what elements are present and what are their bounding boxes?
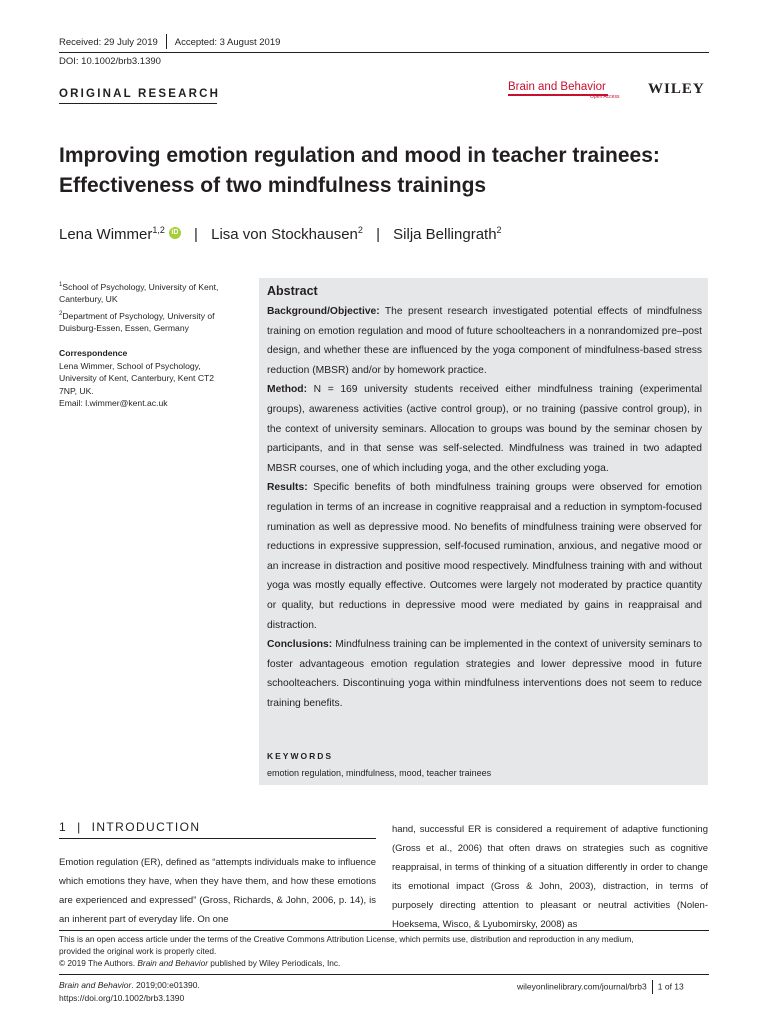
section-label: ORIGINAL RESEARCH xyxy=(59,88,221,100)
author-list xyxy=(59,225,502,243)
orcid-icon[interactable]: iD xyxy=(169,227,181,239)
divider xyxy=(166,34,167,49)
citation xyxy=(59,979,200,1004)
journal-url[interactable]: wileyonlinelibrary.com/journal/brb3 xyxy=(517,981,647,992)
correspondence-heading: Correspondence xyxy=(59,348,128,358)
abstract-section xyxy=(267,478,702,635)
author-affiliation: 2 xyxy=(357,225,363,235)
copyright-line xyxy=(59,957,709,969)
license-line: provided the original work is properly cited. xyxy=(59,946,217,956)
article-title xyxy=(59,141,719,201)
affiliation-text: Department of Psychology, University of xyxy=(62,310,215,321)
abstract-section xyxy=(267,302,702,380)
abstract-label: Background/Objective: xyxy=(267,306,380,317)
abstract-section xyxy=(267,635,702,713)
correspondence-line: 7NP, UK. xyxy=(59,385,94,396)
article-dates xyxy=(59,35,280,50)
section-rule xyxy=(59,838,376,839)
correspondence-email[interactable]: Email: l.wimmer@kent.ac.uk xyxy=(59,398,168,409)
abstract-label: Conclusions: xyxy=(267,639,333,651)
affiliation-text: Canterbury, UK xyxy=(59,294,118,305)
author-affiliation: 1,2 xyxy=(152,225,165,235)
author-name[interactable]: Silja Bellingrath xyxy=(393,226,497,243)
section-separator: | xyxy=(77,820,82,834)
abstract-text: The present research investigated potential effects of mindfulness training on emotion regulation and mood of future schoolteachers in a nonrandomized pre–post design, and whether these are influenced by the yoga component of mindfulness-based stress reduction (MBSR) and/or by homework practice. xyxy=(267,306,702,376)
abstract-label: Results: xyxy=(267,482,308,494)
section-rule xyxy=(59,103,217,104)
section-title: INTRODUCTION xyxy=(91,820,201,834)
license-line: This is an open access article under the terms of the Creative Commons Attribution License, which permits use, distribution and reproduction in any medium, xyxy=(59,934,634,944)
abstract-text: Specific benefits of both mindfulness training groups were observed for emotion regulation in terms of an increase in cognitive reappraisal and a reduction in symptom-focused rumination as well as depressive mood. No benefits of mindfulness training were observed for reductions in expressive suppression, self-focused rumination, anxious, and negative mood or an increase in distraction and positive mood respectively. Mindfulness training with and without yoga was mostly equally effective. Outcomes were largely not moderated by practice quantity or quality, but reductions in depressive mood were mediated by gains in reappraisal and distraction. xyxy=(267,482,702,631)
correspondence-line: University of Kent, Canterbury, Kent CT2 xyxy=(59,373,215,384)
license-notice xyxy=(59,933,709,969)
section-number: 1 xyxy=(59,820,68,834)
citation-journal: Brain and Behavior xyxy=(59,980,132,990)
correspondence xyxy=(59,347,239,410)
author-separator: | xyxy=(376,226,380,243)
page-number: 1 of 13 xyxy=(657,981,684,992)
title-line-2: Effectiveness of two mindfulness trainings xyxy=(59,174,487,197)
journal-url-block xyxy=(517,980,684,994)
citation-line xyxy=(59,979,200,992)
header-rule xyxy=(59,52,709,53)
copyright-text: published by Wiley Periodicals, Inc. xyxy=(207,958,341,968)
open-access-tag: Open Access xyxy=(590,94,620,100)
abstract-section xyxy=(267,380,702,478)
abstract-body xyxy=(267,302,702,713)
title-line-1: Improving emotion regulation and mood in teacher trainees: xyxy=(59,144,660,167)
footer-rule xyxy=(59,974,709,975)
abstract-label: Method: xyxy=(267,384,308,396)
abstract-text: N = 169 university students received either mindfulness training (experimental groups), awareness activities (active control group), or no training (passive control group), in the context of university seminars. Allocation to groups was bound by the seminar chosen by participants, and in that sense was self-selected. Mindfulness was trained in two adapted MBSR courses, one of which including yoga, and the other excluding yoga. xyxy=(267,384,702,474)
copyright-text: © 2019 The Authors. xyxy=(59,958,138,968)
footer-rule xyxy=(59,930,709,931)
affiliation xyxy=(59,279,239,306)
divider xyxy=(652,980,653,994)
section-heading xyxy=(59,820,200,834)
journal-logo[interactable] xyxy=(508,81,620,100)
doi[interactable]: DOI: 10.1002/brb3.1390 xyxy=(59,56,161,67)
affiliation-number: 1 xyxy=(59,282,63,288)
author-name[interactable]: Lisa von Stockhausen xyxy=(211,226,358,243)
received-date: Received: 29 July 2019 xyxy=(59,37,158,49)
affiliation xyxy=(59,308,239,335)
copyright-journal: Brain and Behavior xyxy=(137,958,208,968)
body-column-left: Emotion regulation (ER), defined as “attempts individuals make to influence which emotions they have, when they have them, and how these emotions are experienced and expressed” (Gross, Richards, & John, 2006, p. 14), is an inherent part of everyday life. On one xyxy=(59,857,376,925)
body-column-right: hand, successful ER is considered a requirement of adaptive functioning (Gross et al., 2006) that often draws on strategies such as cognitive reappraisal, in terms of thinking of a situation differently in order to change its emotional impact (Gross & John, 2003), distraction, in terms of purposely directing attention to pleasant or neutral activities (Nolen-Hoeksema, Wisco, & Lyubomirsky, 2008) as xyxy=(392,824,708,930)
citation-doi[interactable]: https://doi.org/10.1002/brb3.1390 xyxy=(59,992,185,1003)
author-name[interactable]: Lena Wimmer xyxy=(59,226,153,243)
publisher-logo[interactable]: WILEY xyxy=(648,81,705,97)
author-affiliation: 2 xyxy=(496,225,502,235)
affiliation-number: 2 xyxy=(59,311,63,317)
correspondence-line: Lena Wimmer, School of Psychology, xyxy=(59,360,201,371)
abstract-heading: Abstract xyxy=(267,284,318,298)
citation-volume: . 2019;00:e01390. xyxy=(131,980,200,990)
journal-logo-text: Brain and Behavior xyxy=(508,81,606,93)
affiliation-text: School of Psychology, University of Kent, xyxy=(62,281,219,292)
keywords-list: emotion regulation, mindfulness, mood, teacher trainees xyxy=(267,768,492,778)
affiliation-text: Duisburg-Essen, Essen, Germany xyxy=(59,323,189,334)
keywords-heading: KEYWORDS xyxy=(267,751,334,761)
accepted-date: Accepted: 3 August 2019 xyxy=(174,37,281,49)
abstract-text: Mindfulness training can be implemented in the context of university seminars to foster advantageous emotion regulation strategies and lower depressive mood in future schoolteachers. Discontinuing yoga within mindfulness interventions does not seem to reduce training benefits. xyxy=(267,639,702,709)
author-separator: | xyxy=(194,226,198,243)
